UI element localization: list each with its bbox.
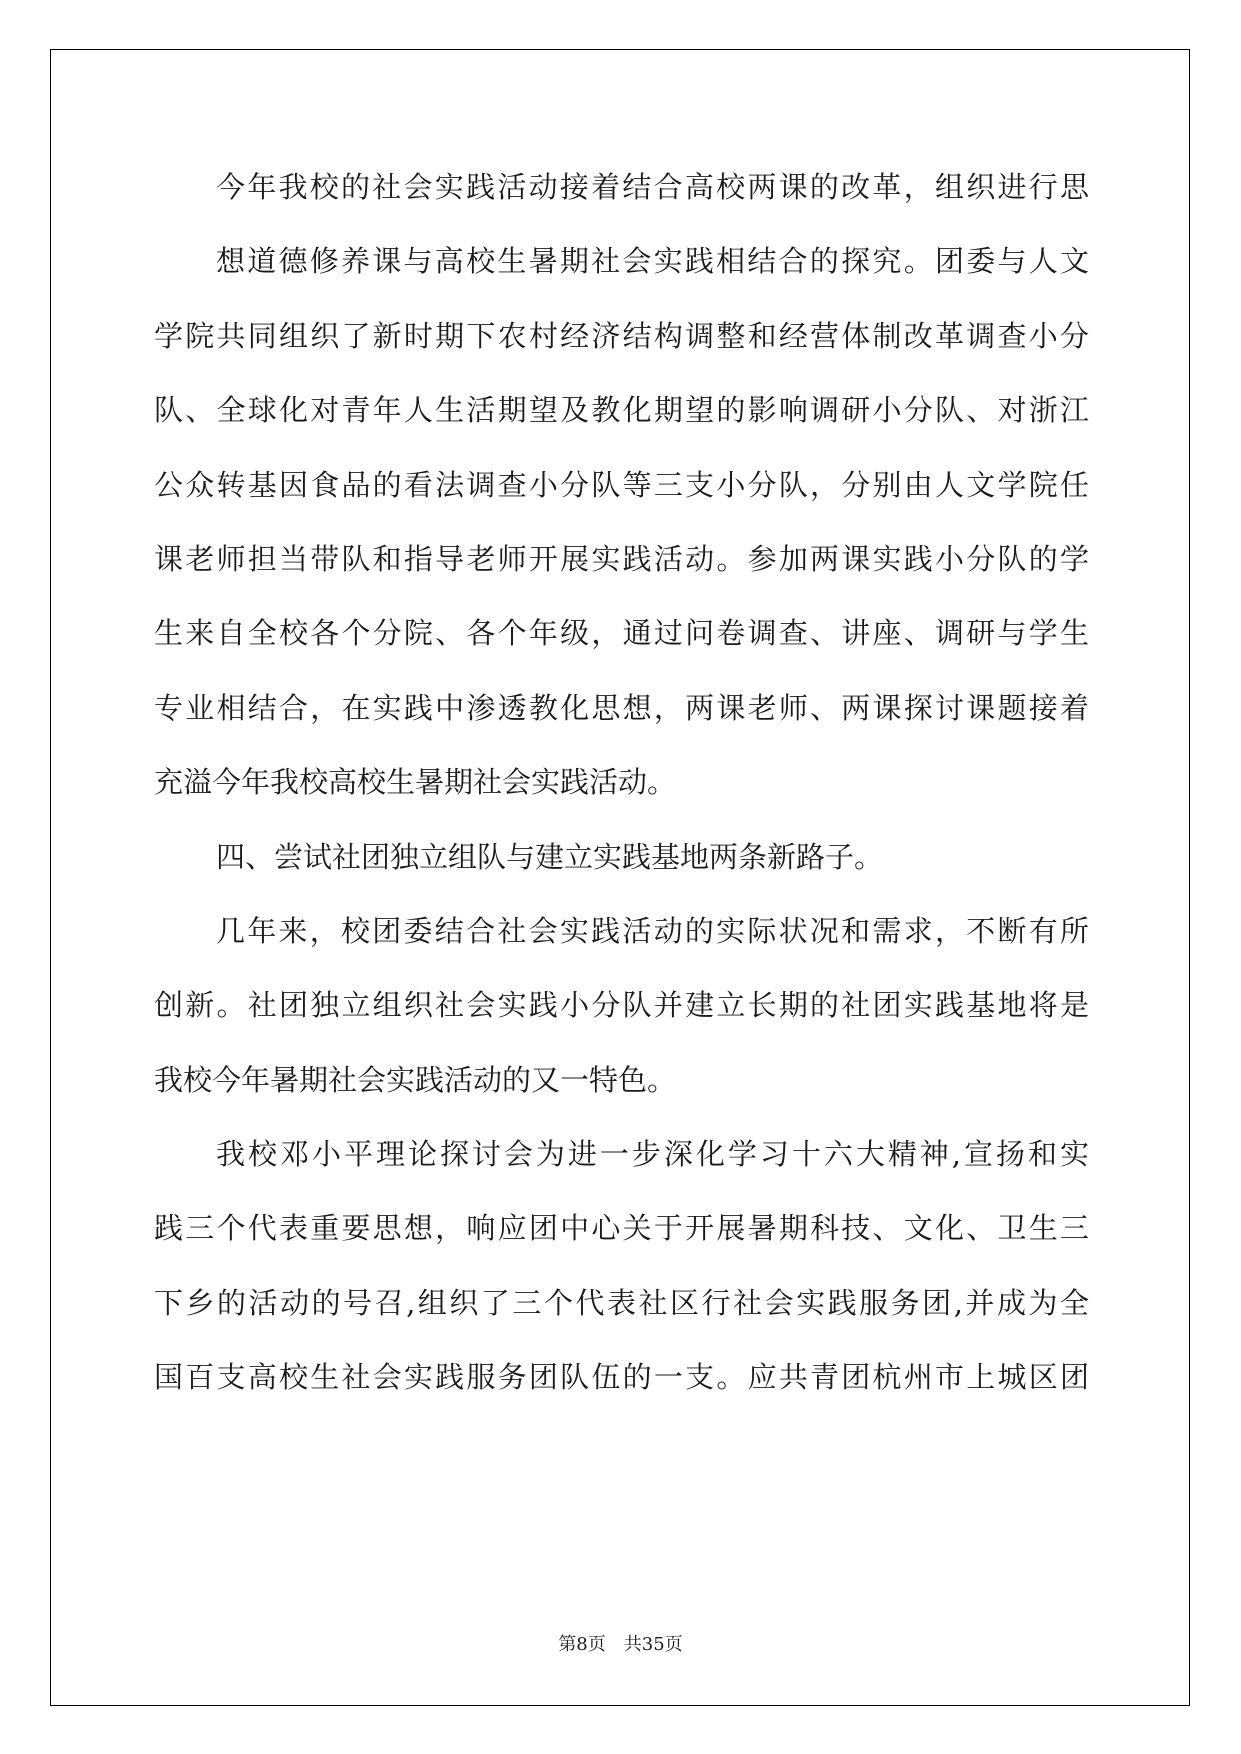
section-heading: 四、尝试社团独立组队与建立实践基地两条新路子。 [216, 839, 884, 874]
page-number: 第8页 [558, 1634, 606, 1655]
document-body [154, 162, 1089, 1427]
text-line: 创新。社团独立组织社会实践小分队并建立长期的社团实践基地将是 [154, 988, 1089, 1023]
text-line: 下乡的活动的号召,组织了三个代表社区行社会实践服务团,并成为全 [154, 1285, 1089, 1320]
text-line: 生来自全校各个分院、各个年级，通过问卷调查、讲座、调研与学生 [154, 616, 1089, 651]
text-line: 我校今年暑期社会实践活动的又一特色。 [154, 1062, 677, 1097]
text-line: 充溢今年我校高校生暑期社会实践活动。 [154, 765, 677, 800]
page-footer [0, 1630, 1241, 1656]
text-line: 践三个代表重要思想，响应团中心关于开展暑期科技、文化、卫生三 [154, 1211, 1089, 1246]
text-line: 想道德修养课与高校生暑期社会实践相结合的探究。团委与人文 [216, 244, 1089, 279]
text-line: 几年来，校团委结合社会实践活动的实际状况和需求，不断有所 [216, 913, 1089, 948]
text-line: 专业相结合，在实践中渗透教化思想，两课老师、两课探讨课题接着 [154, 690, 1089, 725]
text-line: 课老师担当带队和指导老师开展实践活动。参加两课实践小分队的学 [154, 541, 1089, 576]
text-line: 公众转基因食品的看法调查小分队等三支小分队，分别由人文学院任 [154, 467, 1089, 502]
text-line: 国百支高校生社会实践服务团队伍的一支。应共青团杭州市上城区团 [154, 1360, 1089, 1395]
text-line: 今年我校的社会实践活动接着结合高校两课的改革，组织进行思 [216, 170, 1089, 204]
page-total: 共35页 [623, 1634, 683, 1655]
text-line: 队、全球化对青年人生活期望及教化期望的影响调研小分队、对浙江 [154, 393, 1089, 428]
text-line: 学院共同组织了新时期下农村经济结构调整和经营体制改革调查小分 [154, 318, 1089, 353]
text-line: 我校邓小平理论探讨会为进一步深化学习十六大精神,宣扬和实 [216, 1137, 1089, 1172]
